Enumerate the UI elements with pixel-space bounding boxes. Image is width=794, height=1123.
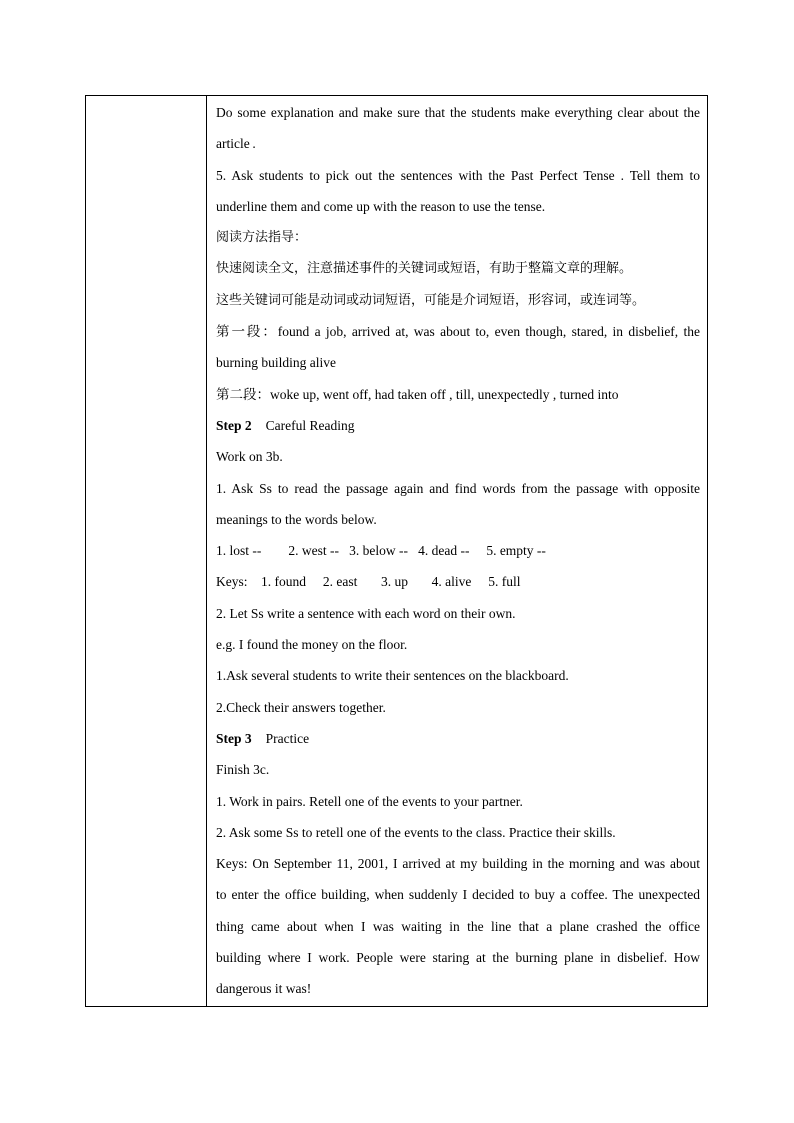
text-line: article . bbox=[216, 136, 256, 152]
text-line: burning building alive bbox=[216, 355, 336, 371]
text-line: 第一段：found a job, arrived at, was about to, even though, stared, in disbelief, the bbox=[216, 324, 700, 340]
step-2-heading bbox=[216, 410, 700, 441]
text-line: 5. Ask students to pick out the sentences with the Past Perfect Tense . Tell them to bbox=[216, 167, 700, 183]
text-line: Keys: 1. found 2. east 3. up 4. alive 5. full bbox=[216, 574, 521, 590]
text-line: thing came about when I was waiting in the line that a plane crashed the office bbox=[216, 918, 700, 934]
step-3-label: Step 3 bbox=[216, 730, 252, 746]
step-2-title: Careful Reading bbox=[265, 417, 355, 433]
content-cell bbox=[207, 96, 707, 1006]
text-line: to enter the office building, when suddenly I decided to buy a coffee. The unexpected bbox=[216, 887, 700, 903]
left-column-cell bbox=[86, 96, 207, 1006]
text-line: 2. Let Ss write a sentence with each word on their own. bbox=[216, 605, 516, 621]
text-line: 快速阅读全文，注意描述事件的关键词或短语，有助于整篇文章的理解。 bbox=[216, 261, 633, 277]
text-line: underline them and come up with the reason to use the tense. bbox=[216, 198, 546, 214]
step-3-heading bbox=[216, 723, 700, 754]
text-line: 1. Ask Ss to read the passage again and find words from the passage with opposite bbox=[216, 480, 700, 496]
text-line: building where I work. People were staring at the burning plane in disbelief. How bbox=[216, 950, 700, 966]
text-line: 2.Check their answers together. bbox=[216, 699, 386, 715]
text-line: 这些关键词可能是动词或动词短语，可能是介词短语，形容词，或连词等。 bbox=[216, 292, 646, 308]
text-line: dangerous it was! bbox=[216, 981, 312, 997]
text-line: 1. Work in pairs. Retell one of the events to your partner. bbox=[216, 793, 523, 809]
text-line: e.g. I found the money on the floor. bbox=[216, 637, 408, 653]
text-line: 阅读方法指导： bbox=[216, 230, 308, 246]
text-line: Work on 3b. bbox=[216, 449, 283, 465]
text-line: 1.Ask several students to write their sentences on the blackboard. bbox=[216, 668, 569, 684]
text-line: Finish 3c. bbox=[216, 762, 270, 778]
step-2-label: Step 2 bbox=[216, 417, 252, 433]
text-line: 1. lost -- 2. west -- 3. below -- 4. dead -- 5. empty -- bbox=[216, 543, 546, 559]
text-line: meanings to the words below. bbox=[216, 511, 377, 527]
lesson-plan-table bbox=[85, 95, 708, 1007]
text-line: Do some explanation and make sure that the students make everything clear about the bbox=[216, 105, 700, 120]
text-line: Keys: On September 11, 2001, I arrived at my building in the morning and was about bbox=[216, 856, 700, 872]
text-line: 2. Ask some Ss to retell one of the events to the class. Practice their skills. bbox=[216, 824, 616, 840]
step-3-title: Practice bbox=[265, 730, 310, 746]
text-line: 第二段：woke up, went off, had taken off , till, unexpectedly , turned into bbox=[216, 386, 619, 402]
